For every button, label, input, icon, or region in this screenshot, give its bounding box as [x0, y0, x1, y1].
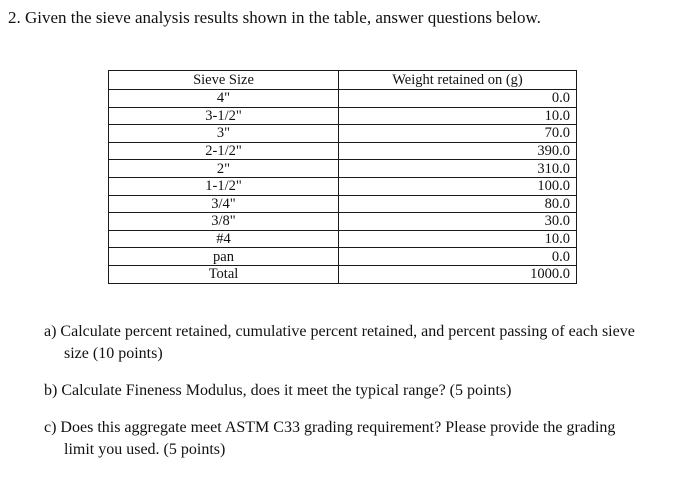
sieve-size-cell: 1-1/2"	[109, 177, 339, 195]
sieve-size-cell: 3-1/2"	[109, 107, 339, 125]
total-weight-cell: 1000.0	[339, 265, 577, 283]
question-b-line1: b) Calculate Fineness Modulus, does it meet the typical range? (5 points)	[44, 382, 512, 399]
sieve-analysis-table	[108, 70, 577, 284]
weight-cell: 70.0	[339, 125, 577, 143]
weight-cell: 390.0	[339, 142, 577, 160]
table-row	[109, 107, 577, 125]
weight-cell: 10.0	[339, 107, 577, 125]
table-row	[109, 230, 577, 248]
weight-cell: 0.0	[339, 248, 577, 266]
weight-cell: 80.0	[339, 195, 577, 213]
sieve-size-cell: 3/8"	[109, 213, 339, 231]
weight-cell: 0.0	[339, 90, 577, 108]
question-a-line2: size (10 points)	[64, 345, 163, 362]
table-row	[109, 142, 577, 160]
question-c-line2: limit you used. (5 points)	[64, 441, 226, 458]
question-a	[44, 321, 635, 365]
table-row	[109, 125, 577, 143]
sieve-size-cell: 2"	[109, 160, 339, 178]
table-row	[109, 90, 577, 108]
total-label-cell: Total	[109, 265, 339, 283]
weight-cell: 30.0	[339, 213, 577, 231]
question-b	[44, 380, 511, 402]
weight-cell: 100.0	[339, 177, 577, 195]
table-total-row	[109, 265, 577, 283]
table-row	[109, 160, 577, 178]
table-row	[109, 248, 577, 266]
sieve-size-cell: pan	[109, 248, 339, 266]
sieve-size-cell: 2-1/2"	[109, 142, 339, 160]
weight-cell: 10.0	[339, 230, 577, 248]
question-c-line1: c) Does this aggregate meet ASTM C33 grading requirement? Please provide the grading	[44, 419, 616, 436]
table-row	[109, 213, 577, 231]
sieve-size-cell: 4"	[109, 90, 339, 108]
weight-cell: 310.0	[339, 160, 577, 178]
sieve-size-cell: 3"	[109, 125, 339, 143]
sieve-size-header: Sieve Size	[109, 71, 339, 90]
table-header-row	[109, 71, 577, 90]
problem-heading: 2. Given the sieve analysis results shown in the table, answer questions below.	[8, 8, 541, 27]
question-a-line1: a) Calculate percent retained, cumulative percent retained, and percent passing of each sieve	[44, 323, 635, 340]
table-row	[109, 195, 577, 213]
sieve-size-cell: 3/4"	[109, 195, 339, 213]
question-c	[44, 417, 615, 461]
sieve-size-cell: #4	[109, 230, 339, 248]
weight-retained-header: Weight retained on (g)	[339, 71, 577, 90]
table-row	[109, 177, 577, 195]
